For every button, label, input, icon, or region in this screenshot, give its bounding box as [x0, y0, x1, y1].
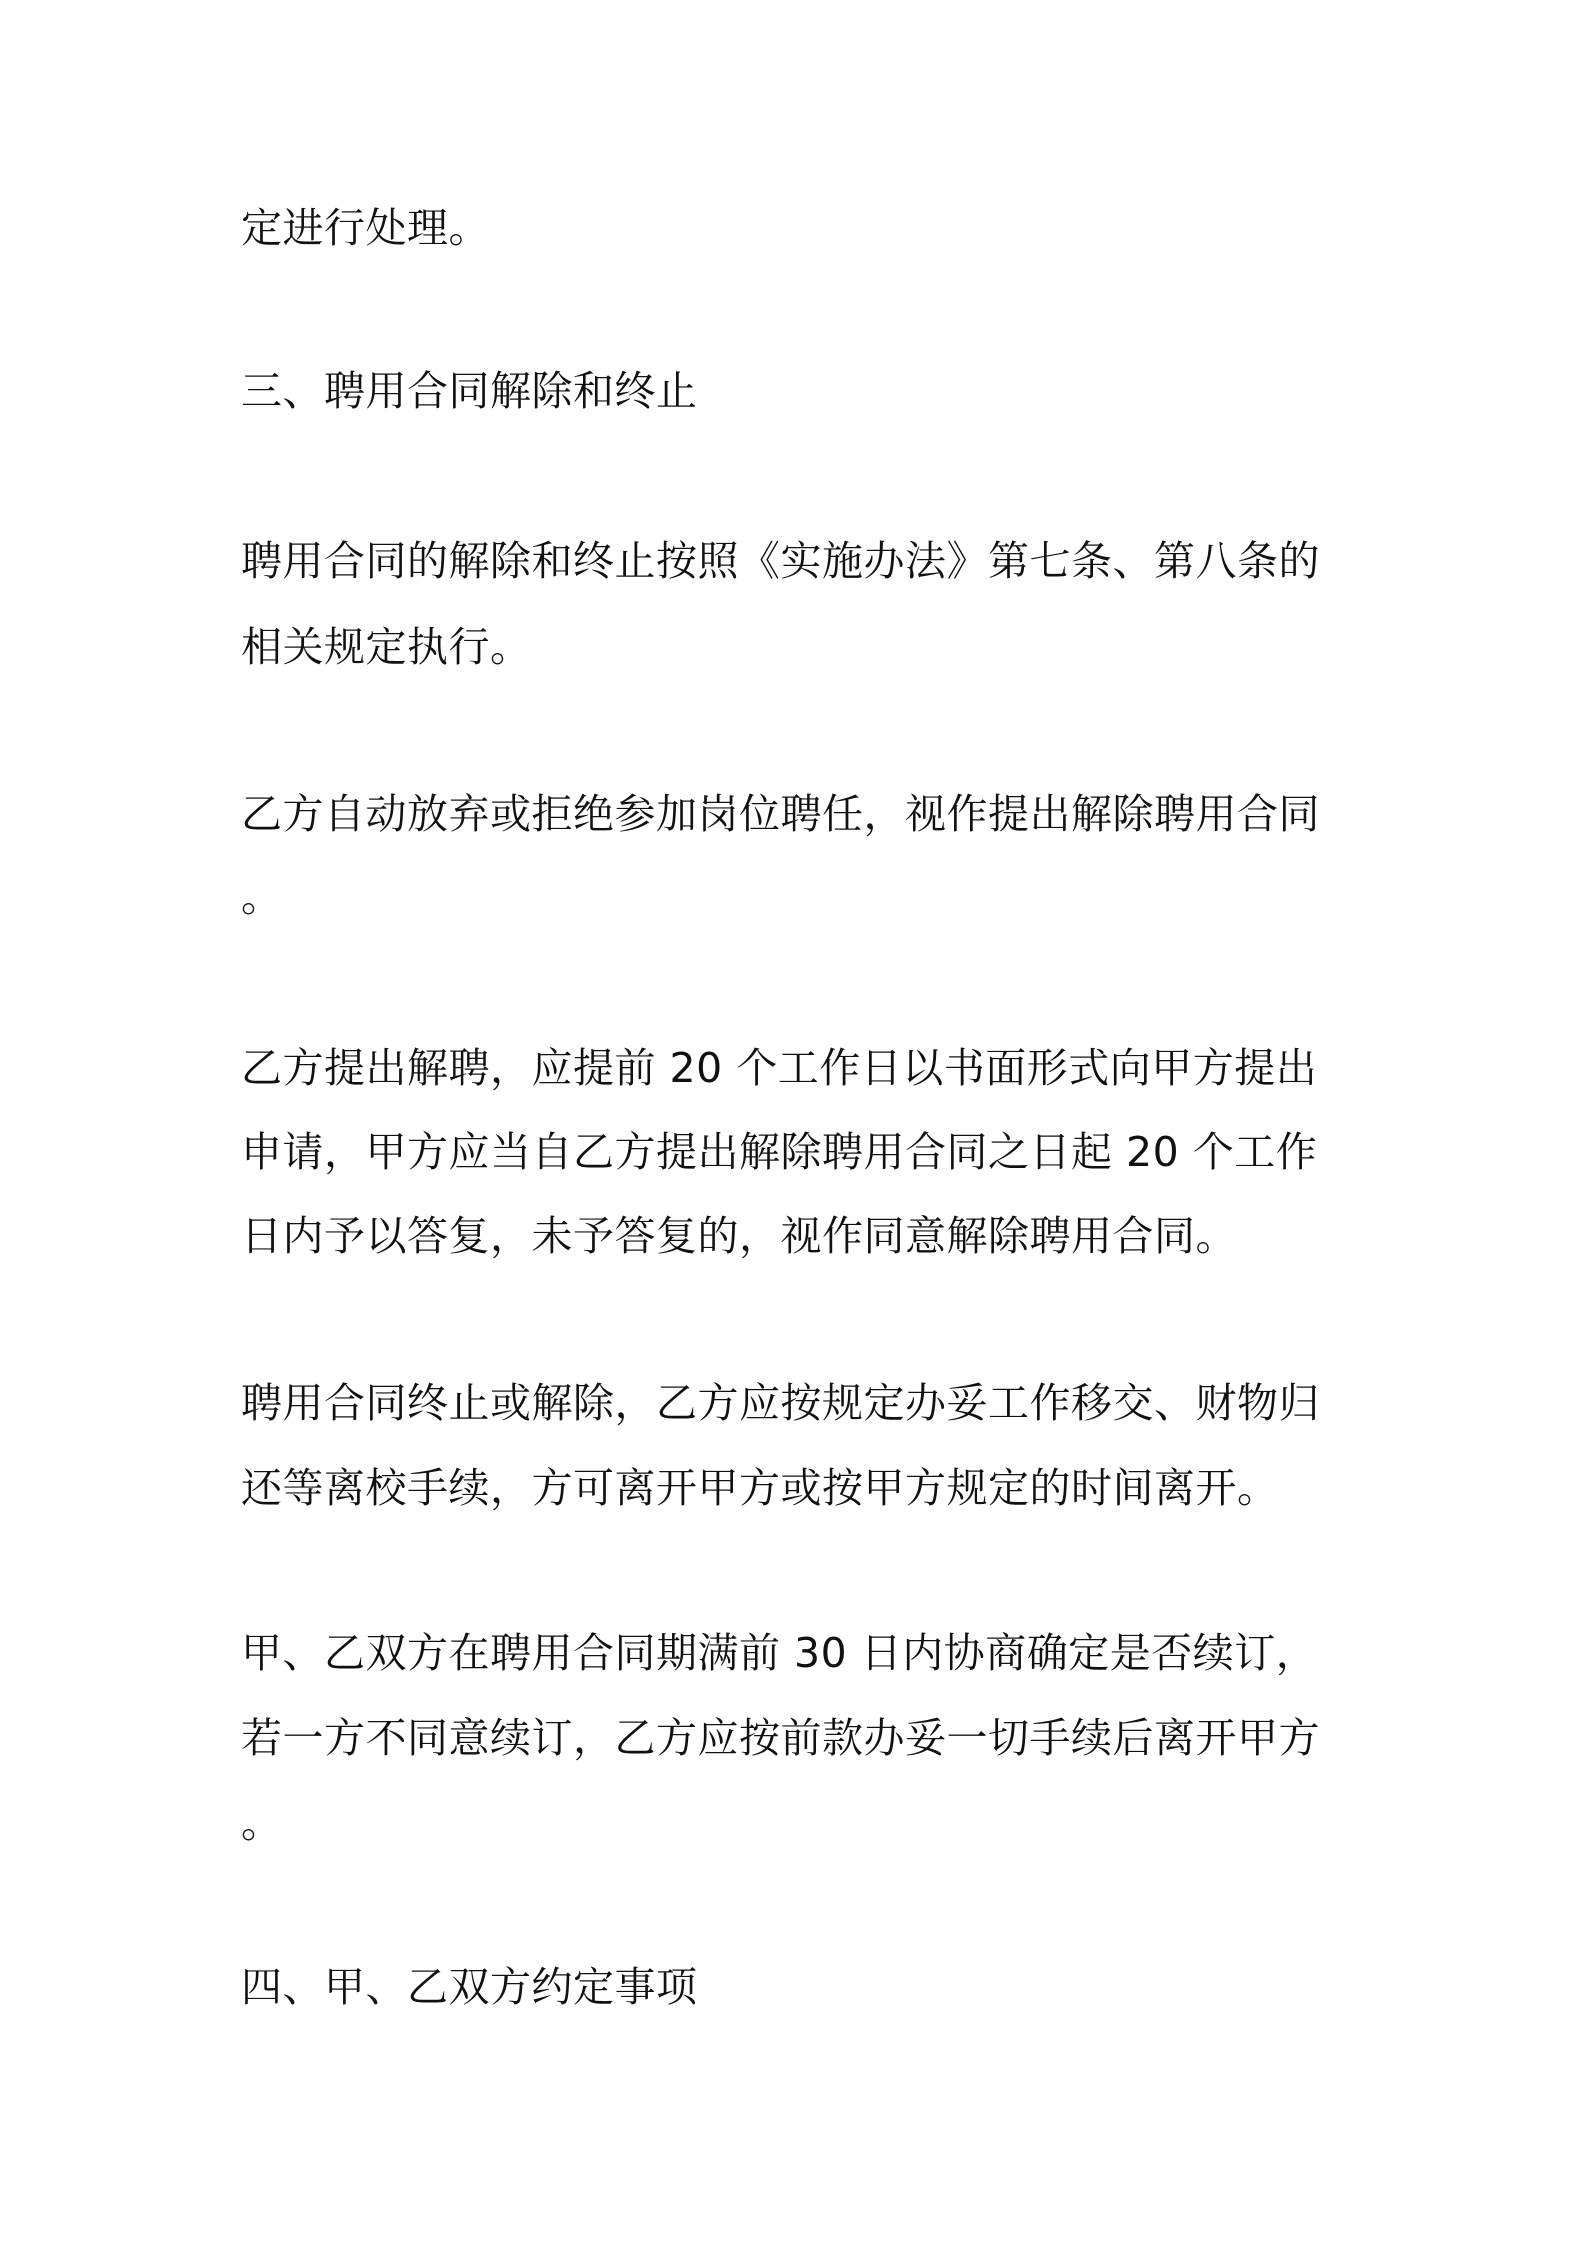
section-heading: 三、聘用合同解除和终止	[241, 367, 698, 415]
paragraph-line: 申请，甲方应当自乙方提出解除聘用合同之日起 20 个工作	[241, 1128, 1318, 1176]
paragraph-line: 相关规定执行。	[241, 623, 532, 671]
paragraph-line: 聘用合同的解除和终止按照《实施办法》第七条、第八条的	[241, 537, 1320, 585]
paragraph-line: 若一方不同意续订，乙方应按前款办妥一切手续后离开甲方	[241, 1714, 1320, 1762]
paragraph-line: 聘用合同终止或解除，乙方应按规定办妥工作移交、财物归	[241, 1379, 1320, 1427]
paragraph-line: 乙方自动放弃或拒绝参加岗位聘任，视作提出解除聘用合同	[241, 790, 1320, 838]
paragraph-line: 乙方提出解聘，应提前 20 个工作日以书面形式向甲方提出	[241, 1044, 1318, 1092]
paragraph-line: 甲、乙双方在聘用合同期满前 30 日内协商确定是否续订，	[241, 1629, 1318, 1677]
paragraph-line: 日内予以答复，未予答复的，视作同意解除聘用合同。	[241, 1212, 1237, 1260]
paragraph-line: 定进行处理。	[241, 204, 490, 252]
section-heading: 四、甲、乙双方约定事项	[241, 1963, 698, 2011]
paragraph-line: 。	[241, 1799, 283, 1847]
paragraph-line: 还等离校手续，方可离开甲方或按甲方规定的时间离开。	[241, 1464, 1279, 1512]
paragraph-line: 。	[241, 873, 283, 921]
